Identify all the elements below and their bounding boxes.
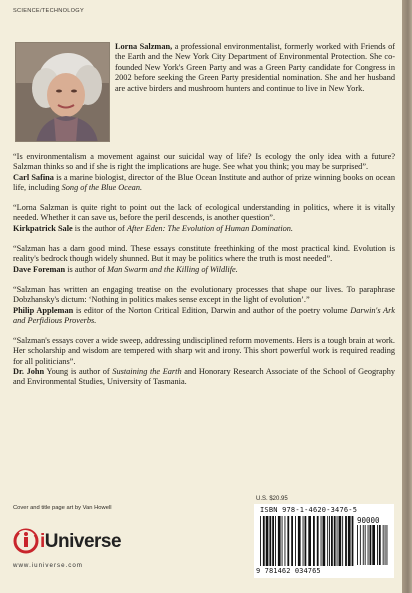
endorser-name: Philip Appleman	[13, 305, 74, 315]
endorser-book-title: Darwin's Ark and Perfidious Proverbs.	[13, 305, 395, 325]
endorser-name: Dr. John	[13, 367, 45, 377]
endorsement	[13, 244, 395, 275]
barcode-bar	[352, 516, 354, 566]
endorser-book-title: Song of the Blue Ocean.	[61, 182, 143, 192]
logo-i: i	[40, 531, 45, 552]
endorsement	[13, 285, 395, 326]
publisher-logo	[13, 528, 163, 558]
barcode-bar	[331, 516, 333, 566]
iuniverse-logo-icon	[13, 528, 39, 554]
endorser-desc-tail: and Honorary Research Associate of the School of Geography and Environmental Studies, University of Tasmania.	[13, 367, 396, 387]
barcode-bar	[348, 516, 351, 566]
barcode-bar	[377, 525, 378, 565]
barcode-bar	[365, 525, 366, 565]
barcode-bar	[342, 516, 343, 566]
endorsement	[13, 152, 395, 193]
barcode-bar	[383, 525, 384, 565]
endorsements	[13, 152, 395, 398]
logo-universe: Universe	[44, 531, 122, 552]
barcode-bar	[278, 516, 281, 566]
category-label: SCIENCE/TECHNOLOGY	[13, 8, 84, 14]
barcode-bar	[275, 516, 276, 566]
endorsement-quote: “Salzman's essays cover a wide sweep, addressing undisciplined reform movements. Hers is a tough brain at work. Her scholarship and wisdom are tempered with sharp wit and irony. This short powerful work is required reading for all politicians”.	[13, 336, 395, 366]
barcode-bar	[363, 525, 364, 565]
barcode-bar	[345, 516, 347, 566]
price-label: U.S. $20.95	[256, 496, 288, 502]
endorsement-quote: “Lorna Salzman is quite right to point out the lack of ecological understanding in politics, where it is vitally needed. Whether it can save us, before the peril descends, is another question”.	[13, 203, 395, 223]
barcode-bar	[291, 516, 293, 566]
barcode-bar	[282, 516, 283, 566]
isbn-barcode-box	[254, 504, 394, 578]
barcode-bar	[266, 516, 269, 566]
addon-barcode	[357, 525, 389, 565]
barcode-bar	[372, 525, 375, 565]
barcode-bar	[317, 516, 319, 566]
endorsement-quote: “Is environmentalism a movement against our suicidal way of life? Is ecology the only idea with a future? Salzman thinks so and if she is right the implications are huge. See what you think; you may be surprised”.	[13, 152, 395, 172]
barcode-bar	[263, 516, 265, 566]
barcode-bar	[298, 516, 301, 566]
endorser-name: Kirkpatrick Sale	[13, 223, 73, 233]
endorser-book-title: Man Swarm and the Killing of Wildlife.	[107, 264, 238, 274]
endorsement	[13, 203, 395, 234]
endorser-desc: Young is author of	[44, 367, 113, 377]
endorser-book-title: Sustaining the Earth	[112, 367, 182, 377]
barcode-bar	[334, 516, 336, 566]
barcode-bar	[269, 516, 271, 566]
barcode-bar	[287, 516, 289, 566]
barcode-bar	[295, 516, 296, 566]
price-addon-digits: 90000	[357, 516, 380, 525]
publisher-url: www.iuniverse.com	[13, 562, 83, 569]
barcode-bar	[308, 516, 311, 566]
barcode-bar	[357, 525, 358, 565]
barcode-bar	[272, 516, 274, 566]
endorsement	[13, 336, 395, 387]
barcode-bar	[303, 516, 304, 566]
barcode-bar	[360, 525, 361, 565]
author-name: Lorna Salzman,	[115, 42, 173, 51]
barcode-bar	[339, 516, 342, 566]
barcode-bar	[329, 516, 330, 566]
barcode-digits: 9 781462 034765	[256, 567, 321, 575]
author-bio	[115, 42, 395, 94]
barcode-bar	[337, 516, 338, 566]
barcode-bar	[285, 516, 286, 566]
endorser-desc: is author of	[65, 264, 108, 274]
ean-barcode	[260, 516, 354, 566]
barcode-bar	[305, 516, 307, 566]
barcode-bar	[370, 525, 372, 565]
author-bio-text: a professional environmentalist, formerly worked with Friends of the Earth and the New York City Department of Environmental Protection. She co-founded New York's Green Party and was a Green Party candidate for Congress in 2002 before seeking the Green Party presidential nomination. She and her husband are active birders and mushroom hunters and continue to live in New York.	[115, 42, 395, 93]
book-spine-edge	[402, 0, 412, 593]
cover-art-credit: Cover and title page art by Van Howell	[13, 505, 112, 511]
endorser-name: Dave Foreman	[13, 264, 66, 274]
author-photo	[15, 42, 110, 142]
endorser-desc: is a marine biologist, director of the Blue Ocean Institute and author of prize winning books on ocean life, including	[13, 172, 395, 192]
barcode-bar	[313, 516, 315, 566]
barcode-bar	[321, 516, 322, 566]
publisher-wordmark	[40, 531, 121, 553]
barcode-bar	[385, 525, 386, 565]
isbn-number: ISBN 978-1-4620-3476-5	[260, 506, 358, 514]
barcode-bar	[379, 525, 381, 565]
endorsement-quote: “Salzman has written an engaging treatise on the evolutionary processes that shape our lives. To paraphrase Dobzhansky's dictum: ‘Nothing in politics makes sense except in the light of evolution’.”	[13, 284, 395, 305]
barcode-bar	[323, 516, 326, 566]
endorser-book-title: After Eden: The Evolution of Human Domination.	[126, 223, 294, 233]
endorser-desc: is the author of	[72, 223, 127, 233]
endorser-desc: is editor of the Norton Critical Edition, Darwin and author of the poetry volume	[73, 305, 351, 315]
barcode-bar	[327, 516, 328, 566]
barcode-bar	[260, 516, 261, 566]
endorsement-quote: “Salzman has a darn good mind. These essays constitute freethinking of the most practical kind. Evolution is reality's bedrock though widely shunned. But it may be politics where the truth is most needed”.	[13, 244, 395, 264]
barcode-bar	[368, 525, 369, 565]
endorser-name: Carl Safina	[13, 172, 54, 182]
barcode-bar	[387, 525, 388, 565]
